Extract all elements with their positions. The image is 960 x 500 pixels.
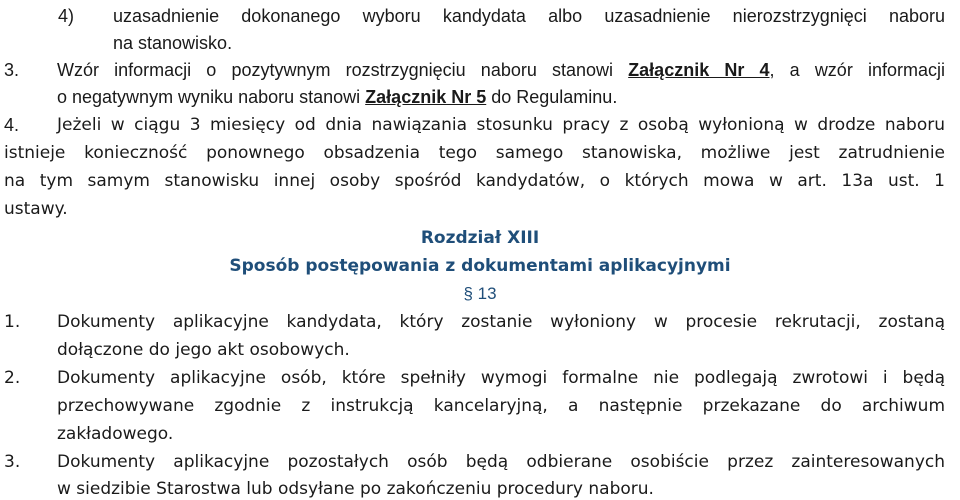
- point-text: dołączone do jego akt osobowych.: [57, 340, 350, 360]
- paragraph-text: Wzór informacji o pozytywnym rozstrzygnięciu naboru stanowi Załącznik Nr 4, a wzór informacji: [57, 60, 945, 80]
- paragraph-text: istnieje konieczność ponownego obsadzenia tego samego stanowiska, możliwe jest zatrudnienie: [4, 143, 945, 163]
- point-text: w siedzibie Starostwa lub odsyłane po zakończeniu procedury naboru.: [57, 479, 654, 499]
- point-text: przechowywane zgodnie z instrukcją kancelaryjną, a następnie przekazane do archiwum: [57, 396, 945, 416]
- paragraph-text: Jeżeli w ciągu 3 miesięcy od dnia nawiązania stosunku pracy z osobą wyłonioną w drodze naboru: [57, 115, 945, 135]
- point-text: Dokumenty aplikacyjne pozostałych osób będą odbierane osobiście przez zainteresowanych: [57, 452, 945, 472]
- list-item-text: uzasadnienie dokonanego wyboru kandydata albo uzasadnienie nierozstrzygnięci naboru: [113, 6, 945, 26]
- chapter-subtitle: Sposób postępowania z dokumentami aplikacyjnymi: [229, 256, 731, 276]
- point-number: 2.: [4, 368, 21, 388]
- list-item-text: na stanowisko.: [113, 33, 233, 53]
- paragraph-number: 3.: [4, 60, 20, 80]
- paragraph-number: 4.: [4, 115, 20, 135]
- point-number: 3.: [4, 452, 21, 472]
- point-number: 1.: [4, 312, 21, 332]
- point-text: Dokumenty aplikacyjne osób, które spełniły wymogi formalne nie podlegają zwrotowi i będą: [57, 368, 945, 388]
- section-number: § 13: [463, 284, 497, 303]
- attachment-link-4: Załącznik Nr 4: [628, 60, 770, 80]
- point-text: zakładowego.: [57, 424, 174, 444]
- paragraph-text: na tym samym stanowisku innej osoby spośród kandydatów, o których mowa w art. 13a ust. 1: [4, 171, 945, 191]
- point-text: Dokumenty aplikacyjne kandydata, który zostanie wyłoniony w procesie rekrutacji, zostaną: [57, 312, 945, 332]
- paragraph-text: ustawy.: [4, 199, 68, 219]
- paragraph-text: o negatywnym wyniku naboru stanowi Załącznik Nr 5 do Regulaminu.: [57, 87, 618, 107]
- chapter-title: Rozdział XIII: [420, 228, 540, 248]
- list-number: 4): [58, 6, 75, 26]
- attachment-link-5: Załącznik Nr 5: [365, 87, 487, 107]
